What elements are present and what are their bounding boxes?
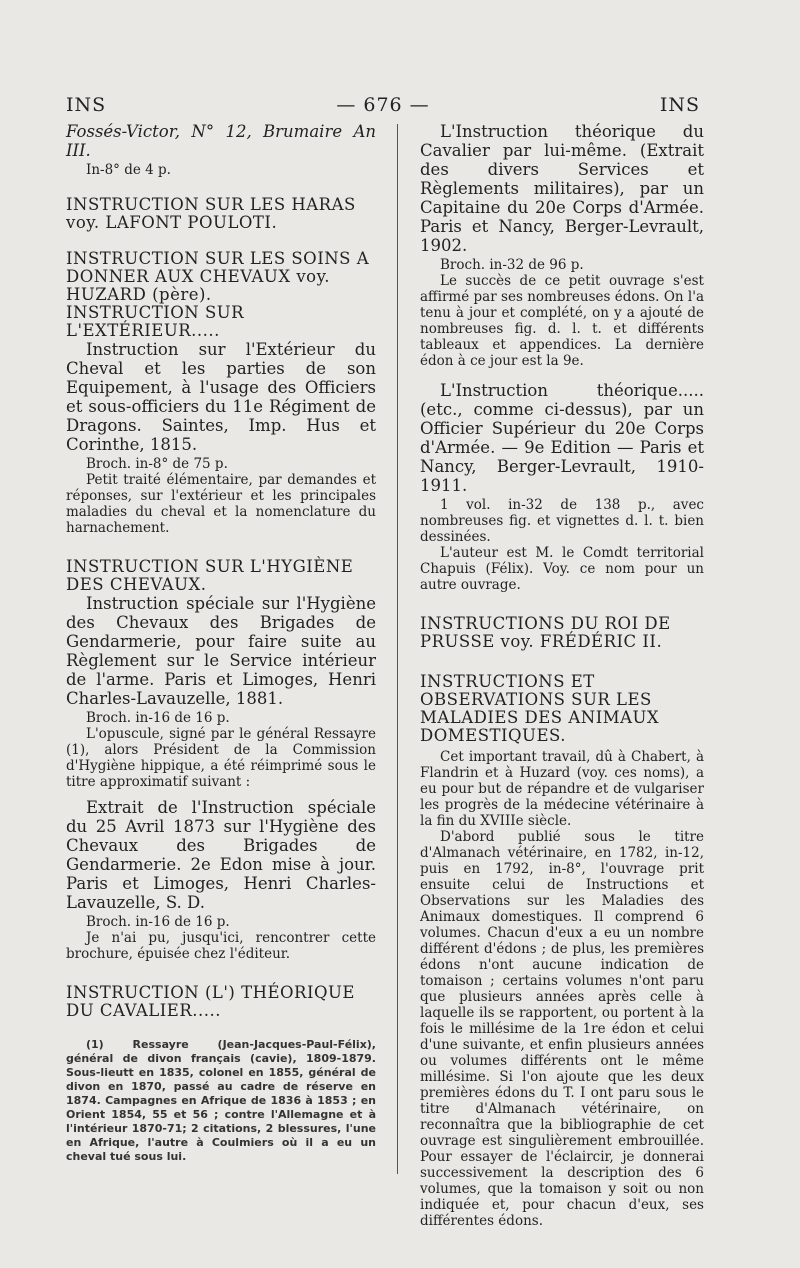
- entry-note: D'abord publié sous le titre d'Almanach vétérinaire, en 1782, in-12, puis en 1792, in-8°, l'ouvrage prit ensuite celui de Instructions et Observations sur les Maladies des Animaux domestiques. Il comprend 6 volumes. Chacun d'eux a eu un nombre différent d'édons ; de plus, les premières édons n'ont aucune indication de tomaison ; certains volumes n'ont paru que plusieurs années après celle à laquelle ils se rapportent, ou portent à la fois le millésime de la 1re édon et celui d'une suivante, et enfin plusieurs années ou volumes différents ont le même millésime. Si l'on ajoute que les deux premières édons du T. I ont paru sous le titre d'Almanach vétérinaire, on reconnaîtra que la bibliographie de cet ouvrage est singulièrement embrouillée. Pour essayer de l'éclaircir, je donnerai successivement la description des 6 volumes, que la tomaison y soit ou non indiquée et, pour chacun d'eux, ses différentes édons.: [420, 829, 704, 1229]
- collation: Broch. in-16 de 16 p.: [86, 710, 230, 726]
- page-number: — 676 —: [336, 94, 430, 116]
- header-left: INS: [66, 94, 107, 116]
- collation: Broch. in-8° de 75 p.: [86, 456, 228, 472]
- entry-title: Instruction sur l'Extérieur du Cheval et les parties de son Equipement, à l'usage des Officiers et sous-officiers du 11e Régiment de Dragons. Saintes, Imp. Hus et Corinthe, 1815.: [66, 340, 376, 454]
- entry-note: Cet important travail, dû à Chabert, à Flandrin et à Huzard (voy. ces noms), a eu pour but de répandre et de vulgariser les progrès de la médecine vétérinaire à la fin du XVIIIe siècle.: [420, 749, 704, 829]
- entry-heading: INSTRUCTIONS DU ROI DE PRUSSE voy. FRÉDÉRIC II.: [420, 614, 671, 651]
- entry-title: L'Instruction théorique..... (etc., comme ci-dessus), par un Officier Supérieur du 20e Corps d'Armée. — 9e Edition — Paris et Nancy, Berger-Levrault, 1910-1911.: [420, 381, 704, 495]
- header-right: INS: [659, 94, 700, 116]
- collation: In-8° de 4 p.: [86, 162, 171, 178]
- collation: Broch. in-32 de 96 p.: [440, 257, 584, 273]
- entry-note: Petit traité élémentaire, par demandes et réponses, sur l'extérieur et les principales maladies du cheval et la nomenclature du harnachement.: [66, 472, 376, 536]
- collation: Broch. in-16 de 16 p.: [86, 914, 230, 930]
- entry-heading: INSTRUCTION SUR L'HYGIÈNE DES CHEVAUX.: [66, 557, 354, 594]
- entry-note: L'auteur est M. le Comdt territorial Chapuis (Félix). Voy. ce nom pour un autre ouvrage.: [420, 545, 704, 593]
- entry-note: Le succès de ce petit ouvrage s'est affirmé par ses nombreuses édons. On l'a tenu à jour et complété, on y a ajouté de nombreuses fig. d. l. t. et différents tableaux et appendices. La dernière édon à ce jour est la 9e.: [420, 273, 704, 369]
- left-column: [66, 122, 376, 1164]
- entry-heading: INSTRUCTION SUR LES HARAS voy. LAFONT POULOTI.: [66, 195, 356, 232]
- footnote: (1) Ressayre (Jean-Jacques-Paul-Félix), général de divon français (cavie), 1809-1879. Sous-lieutt en 1835, colonel en 1855, général de divon en 1870, passé au cadre de réserve en 1874. Campagnes en Afrique de 1836 à 1853 ; en Orient 1854, 55 et 56 ; contre l'Allemagne et à l'intérieur 1870-71; 2 citations, 2 blessures, l'une en Afrique, l'autre à Coulmiers où il a eu un cheval tué sous lui.: [66, 1038, 376, 1163]
- entry-note: Je n'ai pu, jusqu'ici, rencontrer cette brochure, épuisée chez l'éditeur.: [66, 930, 376, 962]
- entry-title: L'Instruction théorique du Cavalier par lui-même. (Extrait des divers Services et Règlements militaires), par un Capitaine du 20e Corps d'Armée. Paris et Nancy, Berger-Levrault, 1902.: [420, 122, 704, 255]
- entry-heading: INSTRUCTIONS ET OBSERVATIONS SUR LES MALADIES DES ANIMAUX DOMESTIQUES.: [420, 672, 660, 745]
- entry-title: Instruction spéciale sur l'Hygiène des Chevaux des Brigades de Gendarmerie, pour faire suite au Règlement sur le Service intérieur de l'arme. Paris et Limoges, Henri Charles-Lavauzelle, 1881.: [66, 594, 376, 708]
- right-column: [420, 122, 704, 1229]
- entry-note: L'opuscule, signé par le général Ressayre (1), alors Président de la Commission d'Hygiène hippique, a été réimprimé sous le titre approximatif suivant :: [66, 726, 376, 790]
- entry-heading: INSTRUCTION SUR L'EXTÉRIEUR.....: [66, 303, 245, 340]
- column-divider: [397, 124, 398, 1174]
- running-header: [66, 94, 700, 120]
- entry-heading: INSTRUCTION (L') THÉORIQUE DU CAVALIER.....: [66, 983, 355, 1020]
- entry-heading: INSTRUCTION SUR LES SOINS A DONNER AUX CHEVAUX voy. HUZARD (père).: [66, 249, 370, 304]
- collation: 1 vol. in-32 de 138 p., avec nombreuses fig. et vignettes d. l. t. bien dessinées.: [420, 497, 704, 545]
- entry-title: Extrait de l'Instruction spéciale du 25 Avril 1873 sur l'Hygiène des Chevaux des Brigades de Gendarmerie. 2e Edon mise à jour. Paris et Limoges, Henri Charles-Lavauzelle, S. D.: [66, 798, 376, 912]
- entry-continuation: Fossés-Victor, N° 12, Brumaire An III.: [66, 122, 376, 160]
